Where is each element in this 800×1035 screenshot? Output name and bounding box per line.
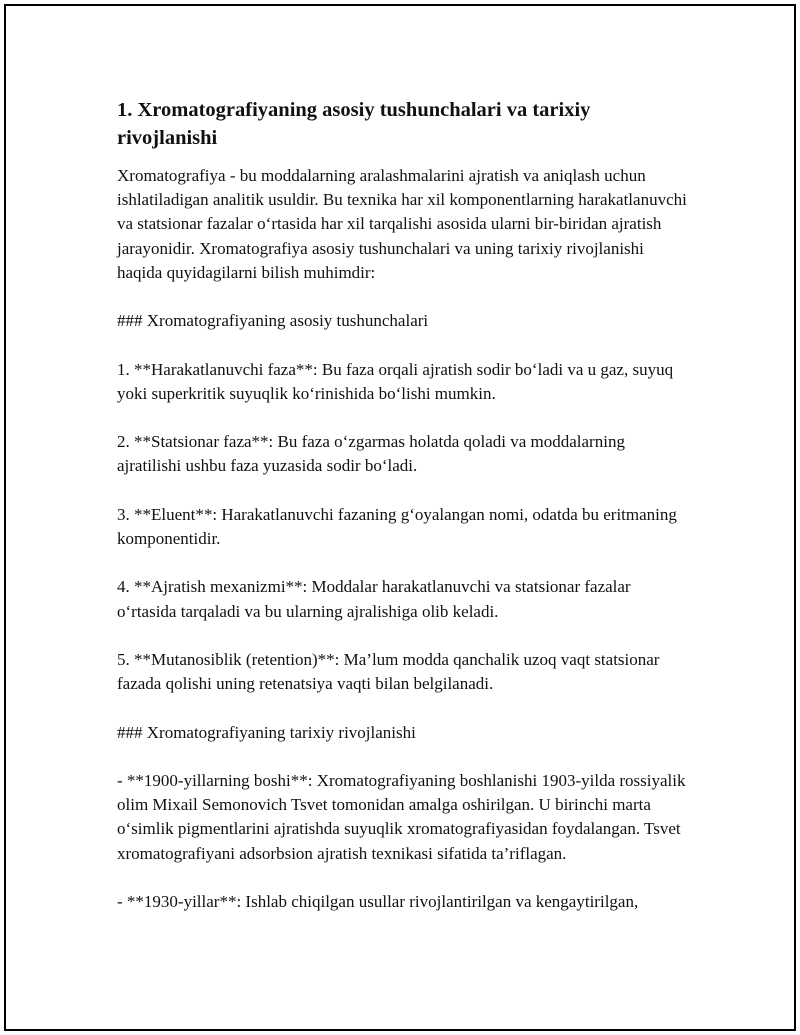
section-heading-concepts: ### Xromatografiyaning asosiy tushunchalari [117,311,429,331]
concept-item-stationary-phase: 2. **Statsionar faza**: Bu faza o‘zgarmas holatda qoladi va moddalarning ajratilishi ushbu faza yuzasida sodir bo‘ladi. [117,432,625,476]
document-body [117,96,687,938]
history-item-1930s: - **1930-yillar**: Ishlab chiqilgan usullar rivojlantirilgan va kengaytirilgan, [117,891,639,911]
concept-item-retention: 5. **Mutanosiblik (retention)**: Ma’lum modda qanchalik uzoq vaqt statsionar fazada qolishi uning retenatsiya vaqti bilan belgilanadi. [117,649,660,694]
concept-item-mobile-phase: 1. **Harakatlanuvchi faza**: Bu faza orqali ajratish sodir bo‘ladi va u gaz, suyuq yoki superkritik suyuqlik ko‘rinishida bo‘lishi mumkin. [117,359,674,403]
section-heading-history: ### Xromatografiyaning tarixiy rivojlanishi [117,722,416,742]
intro-paragraph: Xromatografiya - bu moddalarning aralashmalarini ajratish va aniqlash uchun ishlatiladigan analitik usuldir. Bu texnika har xil komponentlarning harakatlanuvchi va statsionar fazalar o‘rtasida har xil tarqalishi asosida ularni bir-biridan ajratish jarayonidir. Xromatografiya asosiy tushunchalari va uning tarixiy rivojlanishi haqida quyidagilarni bilish muhimdir: [117,166,687,282]
history-item-1900s: - **1900-yillarning boshi**: Xromatografiyaning boshlanishi 1903-yilda rossiyalik olim Mixail Semonovich Tsvet tomonidan amalga oshirilgan. U birinchi marta o‘simlik pigmentlarini ajratishda suyuqlik xromatografiyasidan foydalangan. Tsvet xromatografiyani adsorbsion ajratish texnikasi sifatida ta’riflagan. [117,770,686,863]
concept-item-separation-mechanism: 4. **Ajratish mexanizmi**: Moddalar harakatlanuvchi va statsionar fazalar o‘rtasida tarqaladi va bu ularning ajralishiga olib keladi. [117,577,631,621]
concept-item-eluent: 3. **Eluent**: Harakatlanuvchi fazaning g‘oyalangan nomi, odatda bu eritmaning komponentidir. [117,504,677,548]
document-title: 1. Xromatografiyaning asosiy tushunchalari va tarixiy rivojlanishi [117,99,591,149]
